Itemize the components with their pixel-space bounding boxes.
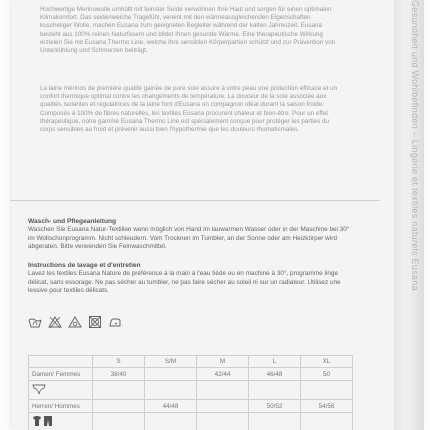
care-symbols: [28, 312, 122, 332]
wool-symbol-icon: [68, 315, 82, 329]
care-text-fr: Lavez les textiles Eusana Nature de préférence à la main à l'eau tiède ou en machine à 30°, programme linge délicat, sans essorage. Ne pas sécher au tumbler, ne pas faire sécher au soleil ni sur un radiateur. Utilisez une lessive pour textiles délicats.: [28, 270, 341, 295]
size-cell: 54/56: [301, 400, 353, 413]
size-cell: 46/48: [249, 368, 301, 381]
size-cell: 44/48: [145, 400, 197, 413]
size-header-row: [29, 356, 353, 368]
no-tumble-dry-icon: [88, 315, 102, 329]
care-instructions-fr: [28, 262, 353, 296]
brief-icon: [32, 383, 46, 395]
no-bleach-icon: [48, 315, 62, 329]
size-header-cell: L: [249, 356, 301, 368]
size-cell: [93, 413, 145, 430]
men-garment-cell: [29, 413, 93, 430]
back-panel-content: [28, 0, 385, 430]
size-chart: [28, 355, 353, 430]
size-cell: [197, 400, 249, 413]
table-row: [29, 381, 353, 400]
women-garment-cell: [29, 381, 93, 400]
description-de: [40, 6, 340, 55]
table-row: [29, 413, 353, 430]
size-cell: [301, 413, 353, 430]
shirt-pants-icon: [32, 415, 54, 427]
size-cell: [249, 413, 301, 430]
hand-wash-icon: [28, 315, 42, 329]
size-cell: [249, 381, 301, 400]
size-cell: [197, 381, 249, 400]
size-cell: 50/52: [249, 400, 301, 413]
spine-text: Gesundheit und Wohlbefinden – Lingerie et textiles naturels Eusana: [410, 0, 420, 291]
care-text-de: Waschen Sie Eusana Natur-Textilien wenn möglich von Hand im lauwarmen Wasser oder in der Maschine bei 30° im Wollschonprogramm. Nicht schleudern. Vom Trocknen im Tumbler, an der Sonne oder am Heizkörper wird abgeraten. Bitte verwenden Sie Feinwaschmittel.: [28, 226, 350, 251]
size-header-cell: S: [93, 356, 145, 368]
table-row: [29, 368, 353, 381]
size-header-cell: [29, 356, 93, 368]
size-cell: [145, 381, 197, 400]
size-cell: [197, 413, 249, 430]
care-instructions-de: [28, 218, 353, 252]
description-fr: [40, 85, 340, 134]
iron-low-icon: [108, 315, 122, 329]
size-header-cell: XL: [301, 356, 353, 368]
table-row: [29, 400, 353, 413]
divider: [10, 200, 380, 201]
size-cell: 42/44: [197, 368, 249, 381]
size-header-cell: M: [197, 356, 249, 368]
row-label: Herren/ Hommes: [29, 400, 93, 413]
size-header-cell: S/M: [145, 356, 197, 368]
description-fr-text: La laine mérinos de première qualité gainée de pure soie assure à votre peau une protection efficace et un confort thermique optimal contre les changements de température. La douceur de la soie associée aux qualités isolantes et régulatrices de la laine font d'Eusana un compagnon idéal durant la saison froide. Composés à 100% de fibres naturelles, les textiles Eusana procurent chaleur et bien-être. Pour un effet thérapeutique, notre gamme Eusana Thermo Line est spécialement conçue pour protéger les parties du corps sensibles au froid et prévenir aussi bien l'hypothermie que les douleurs rhumatismales.: [40, 85, 338, 134]
size-cell: 38/40: [93, 368, 145, 381]
size-table: [28, 355, 353, 430]
size-cell: [93, 381, 145, 400]
care-title-fr: Instructions de lavage et d'entretien: [28, 262, 141, 269]
care-title-de: Wasch- und Pflegeanleitung: [28, 218, 117, 225]
row-label: Damen/ Femmes: [29, 368, 93, 381]
size-cell: [145, 368, 197, 381]
description-de-text: Hochwertige Merinowolle umhüllt mit feinster Seide verwöhnen Ihre Haut und sorgen für einen optimalen Klimakomfort. Das seidenweiche Tragefühl, vereint mit den wärmeausgleichenden Eigenschaften kuscheliger Wolle, machen Eusana zum geeigneten Begleiter während der kalten Jahreszeit. Eusana besteht aus 100% reinen Naturfasern und bildet Ihnen gesunde Wärme. Eine therapeutische Wirkung erzielen Sie mit Eusana Thermo Line, welche Ihre sensiblen Körperpartien schützt und zur Prävention von Unterkühlung und Schmerzen beiträgt.: [40, 6, 336, 55]
size-cell: [93, 400, 145, 413]
size-cell: [145, 413, 197, 430]
size-cell: 50: [301, 368, 353, 381]
size-cell: [301, 381, 353, 400]
